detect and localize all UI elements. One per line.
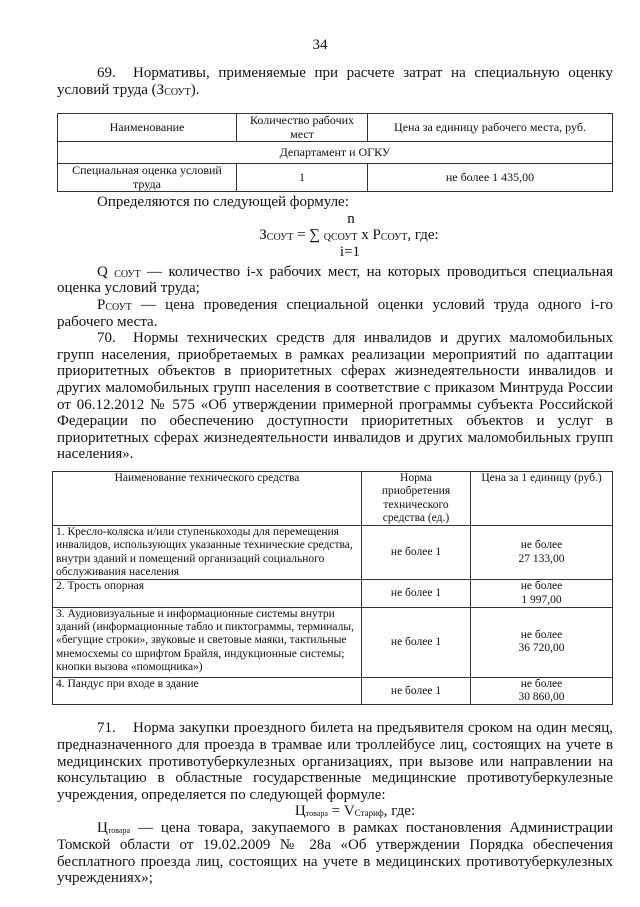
price-label: не более [520, 539, 563, 552]
section-text: Нормативы, применяемые при расчете затрат на специальную оценку условий труда (З [57, 65, 613, 98]
table-header-row [53, 471, 613, 525]
table-row [53, 580, 613, 608]
table-row [53, 607, 613, 677]
cell-name: 1. Кресло-коляска и/или ступенькоходы для перемещения инвалидов, использующих указанные технические средства, внутри зданий и помещений организаций социального обслуживания населения [53, 526, 362, 580]
subscript: СОУТ [266, 231, 294, 243]
table-row [53, 677, 613, 705]
cell-name: 4. Пандус при входе в здание [53, 677, 362, 705]
price-value: 1 997,00 [521, 593, 562, 606]
cell-name: 3. Аудиовизуальные и информационные системы внутри зданий (информационные табло и пиктограммы, терминалы, «бегущие строки», звуковые и световые маяки, тактильные мнемосхемы со шрифтом Брайля, индукционные системы; кнопки вызова «помощника») [53, 607, 362, 677]
cell-price [471, 677, 613, 705]
table-header-row [58, 114, 613, 142]
table-special-assessment [57, 113, 613, 192]
cell-count: 1 [237, 164, 368, 192]
definition-text: — цена проведения специальной оценки условий труда одного i-го рабочего места. [57, 296, 613, 330]
price-label: не более [520, 629, 563, 642]
subscript: Стариф [354, 808, 384, 819]
header-cell: Цена за единицу рабочего места, руб. [368, 114, 613, 142]
price-label: не более [520, 580, 563, 593]
section-70 [57, 330, 613, 463]
formula-upper-limit: n [347, 210, 355, 227]
cell-norm: не более 1 [362, 526, 471, 580]
price-value: 30 860,00 [518, 691, 565, 704]
definition-text: — количество i-х рабочих мест, на которых проводиться специальная оценка условий труда; [57, 263, 613, 297]
subscript: товара [107, 826, 131, 836]
definition-p [57, 297, 613, 330]
formula-lower-limit: i=1 [339, 243, 361, 260]
subscript: СОУТ [380, 231, 408, 243]
subscript: СОУТ [105, 301, 132, 313]
formula-eq: = V [327, 803, 355, 820]
cell-price: не более 1 435,00 [368, 164, 613, 192]
section-71 [57, 720, 613, 803]
section-text-tail: ). [190, 81, 200, 98]
header-cell: Наименование технического средства [53, 471, 362, 525]
formula-intro: Определяются по следующей формуле: [97, 194, 349, 211]
formula-sum: = ∑ [293, 226, 324, 243]
formula-lhs: Ц [294, 803, 306, 820]
subscript: СОУТ [164, 86, 191, 98]
cell-norm: не более 1 [362, 607, 471, 677]
subscript: товара [305, 809, 328, 819]
symbol: Ц [97, 820, 108, 837]
formula-1 [57, 227, 613, 244]
subscript: QСОУТ [323, 231, 358, 243]
definition-price [57, 820, 613, 886]
section-text: Нормы технических средств для инвалидов и других маломобильных групп населения, приобретаемых в рамках реализации мероприятий по адаптации приоритетных объектов в приоритетных сферах жизнедеятельности инвалидов и других маломобильных групп населения в соответствие с приказом Минтруда России от 06.12.2012 № 575 «Об утверждении примерной программы субъекта Российской Федерации по обеспечению доступности приоритетных объектов и услуг в приоритетных сферах жизнедеятельности инвалидов и других маломобильных групп населения». [57, 330, 613, 463]
price-value: 36 720,00 [518, 642, 565, 655]
cell-name: 2. Трость опорная [53, 580, 362, 608]
formula-where: , где: [407, 226, 439, 243]
page-number: 34 [312, 37, 328, 53]
symbol: Q [97, 263, 115, 280]
section-69 [57, 65, 613, 98]
table-row [53, 526, 613, 580]
price-label: не более [520, 677, 563, 690]
table-row [58, 164, 613, 192]
section-number: 70. [97, 330, 116, 347]
cell-price [471, 526, 613, 580]
definition-text: — цена товара, закупаемого в рамках постановления Администрации Томской области от 19.02.2009 № 28а «Об утверждении Порядка обеспечения бесплатного проезда лиц, состоящих на учете в медицинских противотуберкулезных учреждениях»; [57, 820, 613, 887]
section-number: 69. [97, 65, 116, 81]
section-text: Норма закупки проездного билета на предъявителя сроком на один месяц, предназначенного для проезда в трамвае или троллейбусе лиц, состоящих на учете в медицинских противотуберкулезных организациях, при вызове или направлении на консультацию в областные государственные медицинские противотуберкулезные учреждения, определяется по следующей формуле: [57, 720, 613, 803]
cell-name: Специальная оценка условий труда [58, 164, 237, 192]
section-number: 71. [97, 720, 116, 737]
cell-price [471, 580, 613, 608]
definition-q [57, 264, 613, 297]
formula-mult: x P [357, 226, 381, 243]
formula-2 [57, 803, 613, 820]
header-cell: Количество рабочих мест [237, 114, 368, 142]
symbol: P [97, 296, 106, 313]
table-group-row [58, 142, 613, 164]
formula-lhs: З [259, 226, 267, 243]
group-cell: Департамент и ОГКУ [58, 142, 613, 164]
table-technical-means [52, 471, 613, 706]
header-cell: Наименование [58, 114, 237, 142]
header-cell: Цена за 1 единицу (руб.) [471, 471, 613, 525]
price-value: 27 133,00 [518, 552, 565, 565]
formula-where: , где: [383, 803, 416, 820]
cell-norm: не более 1 [362, 580, 471, 608]
cell-norm: не более 1 [362, 677, 471, 705]
cell-price [471, 607, 613, 677]
subscript: СОУТ [114, 268, 141, 280]
header-cell: Норма приобретения технического средства (ед.) [362, 471, 471, 525]
